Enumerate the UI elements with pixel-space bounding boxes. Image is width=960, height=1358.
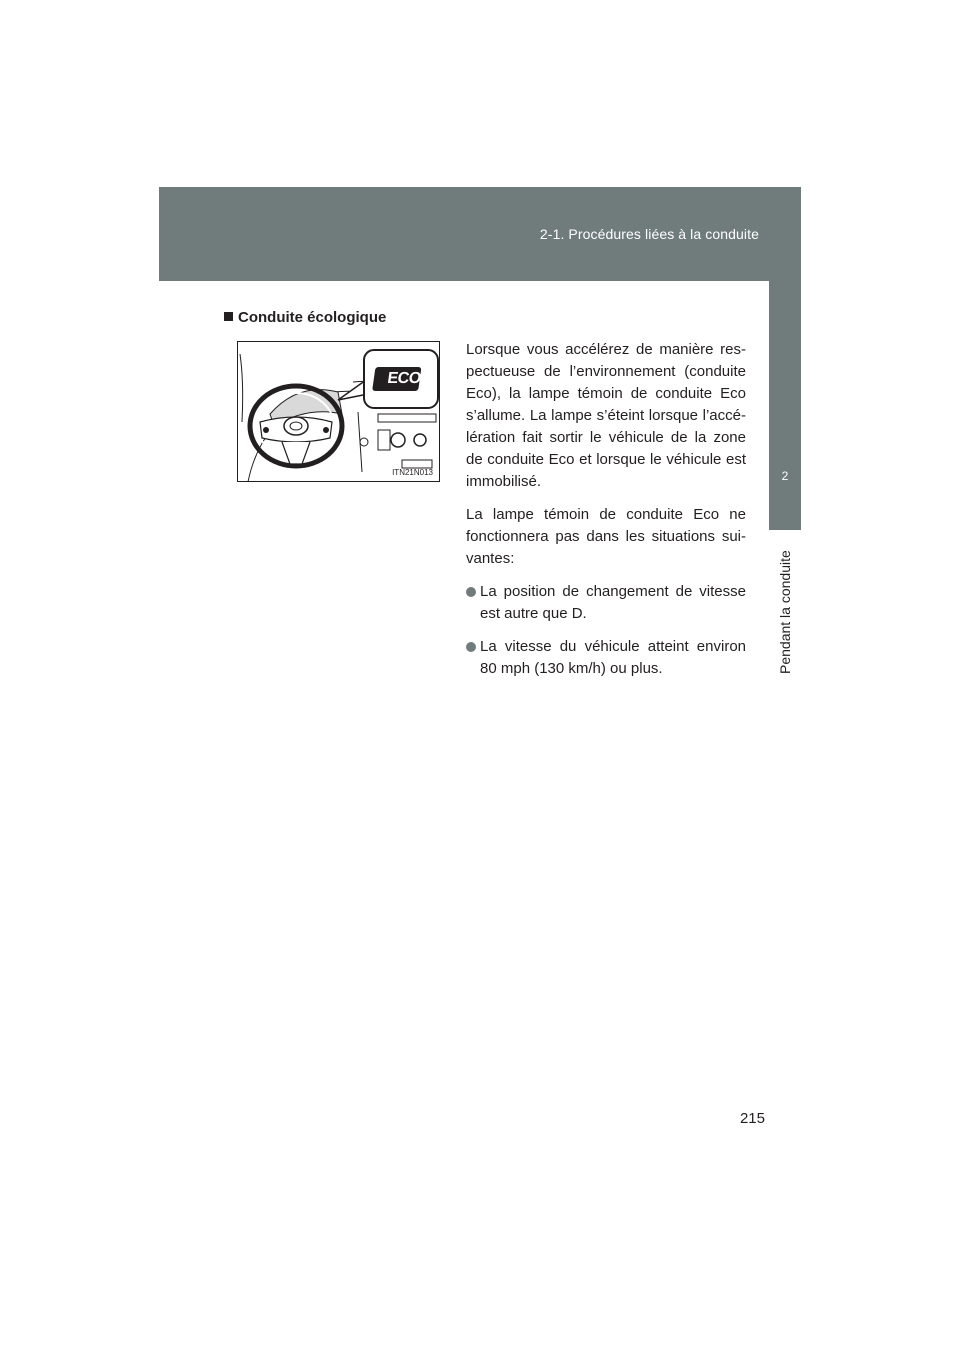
chapter-side-label — [773, 536, 797, 676]
paragraph-not-working: La lampe témoin de conduite Eco ne fonctionnera pas dans les situations sui-vantes: — [466, 506, 746, 567]
list-item-text: La position de changement de vitesse est autre que D. — [480, 583, 746, 622]
page-number: 215 — [739, 1110, 765, 1127]
chapter-title: 2-1. Procédures liées à la conduite — [539, 226, 759, 242]
dashboard-drawing — [238, 342, 440, 482]
figure-code: ITN21N013 — [392, 468, 433, 477]
square-bullet-icon — [224, 312, 233, 321]
circle-bullet-icon — [466, 642, 476, 652]
paragraph-eco-lamp: Lorsque vous accélérez de manière res-pectueuse de l’environnement (conduite Eco), la lampe témoin de conduite Eco s’allume. La lampe s’éteint lorsque l’accé-lération fait sortir le véhicule de la zone de conduite Eco et lorsque le véhicule est immobilisé. — [466, 341, 746, 490]
chapter-tab — [769, 281, 801, 530]
chapter-tab-number: 2 — [781, 469, 789, 483]
eco-indicator-badge: ECO — [386, 370, 422, 387]
list-item — [466, 581, 746, 625]
section-heading — [224, 309, 386, 326]
body-text — [466, 339, 746, 691]
list-item — [466, 636, 746, 680]
chapter-side-label-text: Pendant la conduite — [777, 550, 793, 674]
list-item-text: La vitesse du véhicule atteint environ 80 mph (130 km/h) ou plus. — [480, 638, 746, 677]
circle-bullet-icon — [466, 587, 476, 597]
chapter-header — [159, 187, 801, 281]
section-heading-text: Conduite écologique — [238, 309, 387, 326]
dashboard-illustration — [237, 341, 440, 482]
